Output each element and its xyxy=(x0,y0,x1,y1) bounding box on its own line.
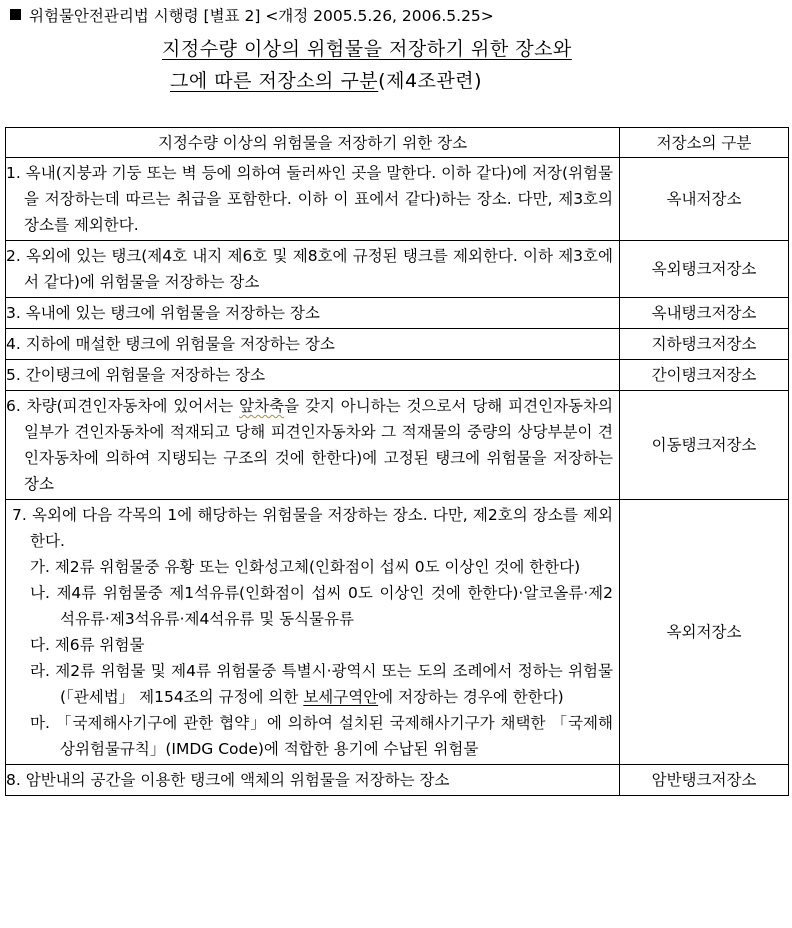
table-row xyxy=(6,298,789,329)
kind-cell: 옥내탱크저장소 xyxy=(620,298,789,329)
row7-item: 라. 제2류 위험물 및 제4류 위험물중 특별시·광역시 또는 도의 조례에서 정하는 위험물(「관세법」 제154조의 규정에 의한 보세구역안에 저장하는 경우에 한한다) xyxy=(30,662,613,706)
table-row xyxy=(6,329,789,360)
table-header-row xyxy=(6,128,789,158)
storage-classification-table xyxy=(5,127,789,796)
row7-item: 다. 제6류 위험물 xyxy=(30,636,145,654)
kind-cell: 지하탱크저장소 xyxy=(620,329,789,360)
row7-item: 가. 제2류 위험물중 유황 또는 인화성고체(인화점이 섭씨 0도 이상인 것에 한한다) xyxy=(30,558,581,576)
table-row xyxy=(6,500,789,765)
row7-item: 나. 제4류 위험물중 제1석유류(인화점이 섭씨 0도 이상인 것에 한한다)·알코올류·제2석유류·제3석유류·제4석유류 및 동식물유류 xyxy=(30,584,613,628)
column-header-kind: 저장소의 구분 xyxy=(620,128,789,158)
place-cell xyxy=(6,500,620,765)
kind-cell: 간이탱크저장소 xyxy=(620,360,789,391)
place-cell: 8. 암반내의 공간을 이용한 탱크에 액체의 위험물을 저장하는 장소 xyxy=(6,765,620,796)
table-row xyxy=(6,391,789,500)
square-bullet-icon xyxy=(10,9,21,20)
regulation-reference: 위험물안전관리법 시행령 [별표 2] <개정 2005.5.26, 2006.5.25> xyxy=(10,4,494,26)
row7-intro: 7. 옥외에 다음 각목의 1에 해당하는 위험물을 저장하는 장소. 다만, 제2호의 장소를 제외한다. xyxy=(12,506,613,550)
place-cell: 2. 옥외에 있는 탱크(제4호 내지 제6호 및 제8호에 규정된 탱크를 제외한다. 이하 제3호에서 같다)에 위험물을 저장하는 장소 xyxy=(6,241,620,298)
place-cell: 5. 간이탱크에 위험물을 저장하는 장소 xyxy=(6,360,620,391)
table-row xyxy=(6,765,789,796)
kind-cell: 옥외저장소 xyxy=(620,500,789,765)
kind-cell: 이동탱크저장소 xyxy=(620,391,789,500)
place-cell: 6. 차량(피견인자동차에 있어서는 앞차축을 갖지 아니하는 것으로서 당해 피견인자동차의 일부가 견인자동차에 적재되고 당해 피견인자동차와 그 적재물의 중량의 상당부분이 견인자동차에 의하여 지탱되는 구조의 것에 한한다)에 고정된 탱크에 위험물을 저장하는 장소 xyxy=(6,391,620,500)
page-title-line2: 그에 따른 저장소의 구분(제4조관련) xyxy=(170,70,483,92)
table-row xyxy=(6,158,789,241)
kind-cell: 옥내저장소 xyxy=(620,158,789,241)
kind-cell: 옥외탱크저장소 xyxy=(620,241,789,298)
kind-cell: 암반탱크저장소 xyxy=(620,765,789,796)
table-row xyxy=(6,360,789,391)
row7-item: 마. 「국제해사기구에 관한 협약」에 의하여 설치된 국제해사기구가 채택한 「국제해상위험물규칙」(IMDG Code)에 적합한 용기에 수납된 위험물 xyxy=(30,714,613,758)
column-header-place: 지정수량 이상의 위험물을 저장하기 위한 장소 xyxy=(6,128,620,158)
place-cell: 1. 옥내(지붕과 기둥 또는 벽 등에 의하여 둘러싸인 곳을 말한다. 이하 같다)에 저장(위험물을 저장하는데 따르는 취급을 포함한다. 이하 이 표에서 같다)하는 장소. 다만, 제3호의 장소를 제외한다. xyxy=(6,158,620,241)
page-title-line1: 지정수량 이상의 위험물을 저장하기 위한 장소와 xyxy=(162,38,572,60)
table-row xyxy=(6,241,789,298)
place-cell: 4. 지하에 매설한 탱크에 위험물을 저장하는 장소 xyxy=(6,329,620,360)
place-cell: 3. 옥내에 있는 탱크에 위험물을 저장하는 장소 xyxy=(6,298,620,329)
